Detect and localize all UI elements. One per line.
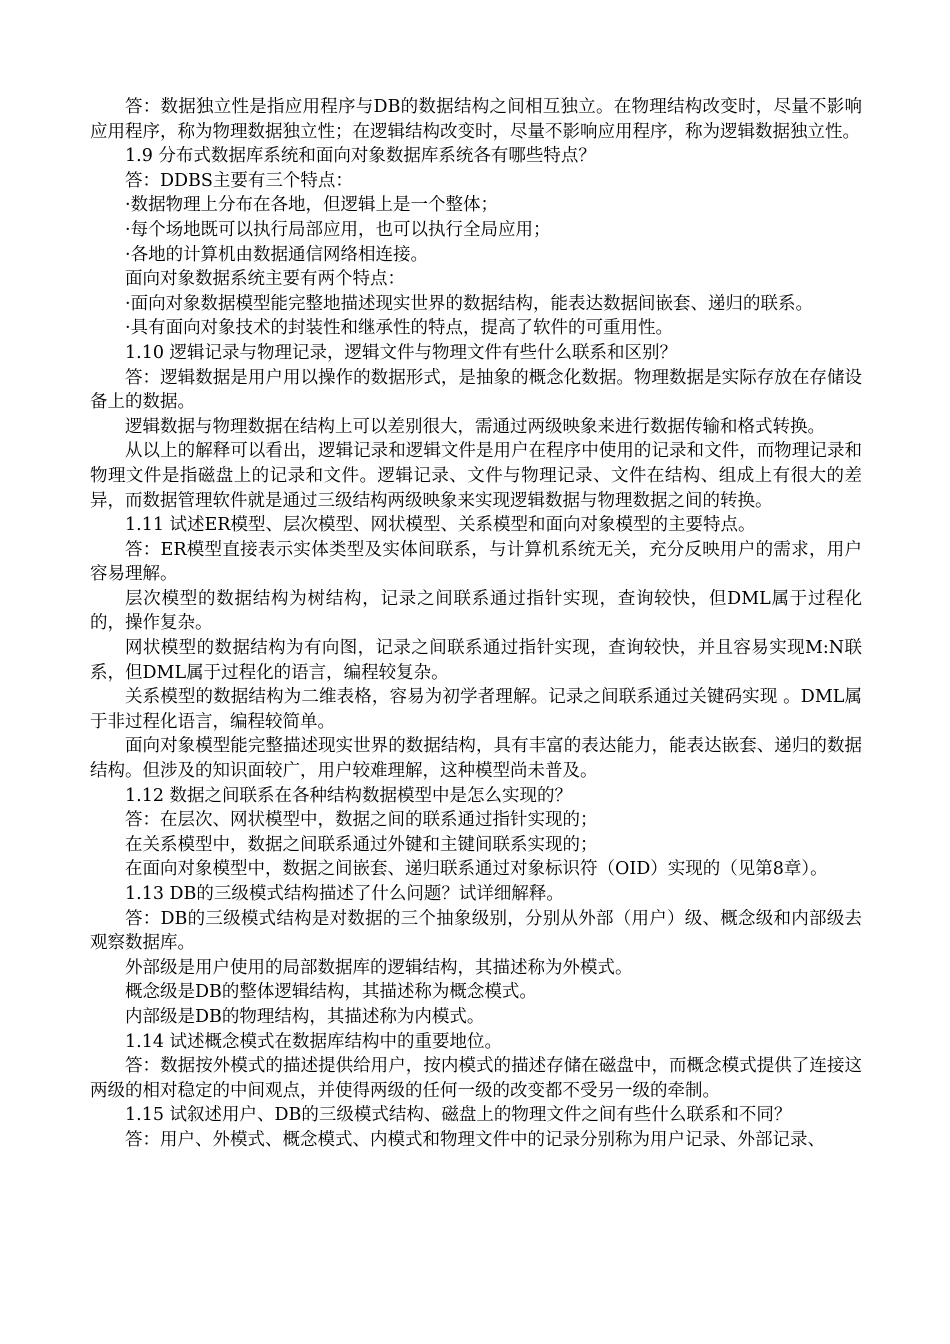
question-1-10: 1.10 逻辑记录与物理记录，逻辑文件与物理文件有些什么联系和区别？ — [125, 342, 678, 363]
answer-1-15-partial: 答：用户、外模式、概念模式、内模式和物理文件中的记录分别称为用户记录、外部记录、 — [125, 1129, 825, 1150]
answer-1-11-object-oriented: 面向对象模型能完整描述现实世界的数据结构，具有丰富的表达能力，能表达嵌套、递归的数据结构。但涉及的知识面较广，用户较难理解，这种模型尚未普及。 — [90, 736, 862, 782]
answer-1-12-line-2: 在关系模型中，数据之间联系通过外键和主键间联系实现的； — [125, 834, 598, 855]
oodb-feature-2: ·具有面向对象技术的封装性和继承性的特点，提高了软件的可重用性。 — [125, 318, 674, 339]
answer-1-13-internal: 内部级是DB的物理结构，其描述称为内模式。 — [125, 1006, 485, 1027]
answer-1-14: 答：数据按外模式的描述提供给用户，按内模式的描述存储在磁盘中，而概念模式提供了连接这两级的相对稳定的中间观点，并使得两级的任何一级的改变都不受另一级的牵制。 — [90, 1056, 862, 1101]
question-1-11: 1.11 试述ER模型、层次模型、网状模型、关系模型和面向对象模型的主要特点。 — [125, 515, 756, 536]
answer-1-11-network: 网状模型的数据结构为有向图，记录之间联系通过指针实现，查询较快，并且容易实现M:N联系，但DML属于过程化的语言，编程较复杂。 — [90, 638, 862, 683]
answer-1-12-line-3: 在面向对象模型中，数据之间嵌套、递归联系通过对象标识符（OID）实现的（见第8章）。 — [125, 859, 828, 880]
answer-1-12-line-1: 答：在层次、网状模型中，数据之间的联系通过指针实现的； — [125, 810, 598, 831]
answer-1-13-external: 外部级是用户使用的局部数据库的逻辑结构，其描述称为外模式。 — [125, 957, 633, 978]
answer-1-11-hierarchical: 层次模型的数据结构为树结构，记录之间联系通过指针实现，查询较快，但DML属于过程化的，操作复杂。 — [90, 588, 862, 634]
document-body — [90, 95, 862, 1153]
oodb-intro: 面向对象数据系统主要有两个特点： — [125, 269, 405, 290]
ddbs-feature-1: ·数据物理上分布在各地，但逻辑上是一个整体； — [125, 195, 499, 216]
ddbs-feature-3: ·各地的计算机由数据通信网络相连接。 — [125, 244, 429, 265]
answer-1-11-er: 答：ER模型直接表示实体类型及实体间联系，与计算机系统无关，充分反映用户的需求，用户容易理解。 — [90, 539, 862, 585]
answer-1-10-paragraph-2: 逻辑数据与物理数据在结构上可以差别很大，需通过两级映象来进行数据传输和格式转换。 — [125, 416, 825, 437]
question-1-9: 1.9 分布式数据库系统和面向对象数据库系统各有哪些特点？ — [125, 146, 596, 167]
answer-1-9-intro: 答：DDBS主要有三个特点： — [125, 170, 353, 191]
answer-1-11-relational: 关系模型的数据结构为二维表格，容易为初学者理解。记录之间联系通过关键码实现 。DML属于非过程化语言，编程较简单。 — [90, 687, 862, 732]
question-1-12: 1.12 数据之间联系在各种结构数据模型中是怎么实现的？ — [125, 785, 573, 806]
answer-1-8-paragraph: 答：数据独立性是指应用程序与DB的数据结构之间相互独立。在物理结构改变时，尽量不影响应用程序，称为物理数据独立性；在逻辑结构改变时，尽量不影响应用程序，称为逻辑数据独立性。 — [90, 97, 862, 142]
answer-1-10-paragraph-3: 从以上的解释可以看出，逻辑记录和逻辑文件是用户在程序中使用的记录和文件，而物理记录和物理文件是指磁盘上的记录和文件。逻辑记录、文件与物理记录、文件在结构、组成上有很大的差异，而数据管理软件就是通过三级结构两级映象来实现逻辑数据与物理数据之间的转换。 — [90, 441, 862, 511]
ddbs-feature-2: ·每个场地既可以执行局部应用，也可以执行全局应用； — [125, 219, 551, 240]
question-1-15: 1.15 试叙述用户、DB的三级模式结构、磁盘上的物理文件之间有些什么联系和不同？ — [125, 1105, 792, 1126]
answer-1-13-conceptual: 概念级是DB的整体逻辑结构，其描述称为概念模式。 — [125, 982, 537, 1003]
question-1-13: 1.13 DB的三级模式结构描述了什么问题？试详细解释。 — [125, 884, 564, 904]
answer-1-10-paragraph-1: 答：逻辑数据是用户用以操作的数据形式，是抽象的概念化数据。物理数据是实际存放在存储设备上的数据。 — [90, 367, 862, 413]
question-1-14: 1.14 试述概念模式在数据库结构中的重要地位。 — [125, 1031, 503, 1052]
answer-1-13-paragraph-1: 答：DB的三级模式结构是对数据的三个抽象级别，分别从外部（用户）级、概念级和内部级去观察数据库。 — [90, 908, 862, 954]
oodb-feature-1: ·面向对象数据模型能完整地描述现实世界的数据结构，能表达数据间嵌套、递归的联系。 — [125, 293, 814, 314]
